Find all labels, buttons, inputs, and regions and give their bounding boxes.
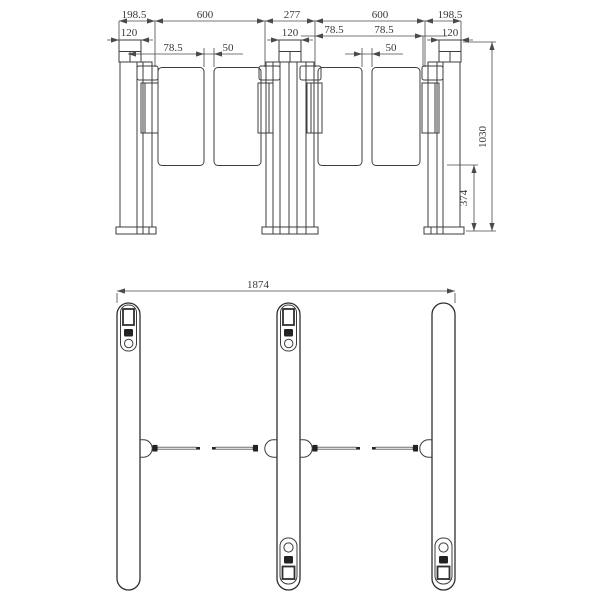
reader-button (125, 339, 133, 347)
arrowhead (315, 18, 323, 23)
dim-label-lower-height: 374 (458, 189, 470, 207)
wing-tip (357, 447, 361, 450)
reader-screen (283, 567, 295, 580)
dim-label-lane2-gap: 50 (385, 42, 397, 54)
arrowhead (155, 18, 163, 23)
pedestal-base (116, 227, 156, 234)
dim-label-lane-left-width: 600 (196, 9, 214, 21)
hinge-shoulder (422, 66, 443, 80)
arrowhead (117, 288, 125, 293)
reader-button (284, 543, 293, 552)
pedestal-middle (258, 40, 322, 234)
dim-lower-height (447, 165, 478, 231)
arrowhead (147, 18, 155, 23)
dim-label-plan-total-width: 1874 (247, 279, 269, 291)
glass-wing-panel (318, 68, 362, 166)
reader-panel-bottom (435, 538, 452, 584)
card-reader-icon (284, 556, 293, 564)
arrowhead (417, 18, 425, 23)
dim-label-left-cabinet-width: 198.5 (121, 9, 147, 21)
wing-clamp (153, 445, 158, 452)
wing-clamp (413, 445, 418, 452)
arrowhead (489, 42, 494, 50)
dim-label-right-cabinet-width: 198.5 (437, 9, 463, 21)
pedestal-left (116, 40, 158, 234)
glass-wing-panel (158, 68, 204, 166)
reader-screen (283, 309, 294, 325)
wing-tip (372, 447, 376, 450)
dim-label-total-height: 1030 (477, 126, 489, 148)
arrowhead (415, 33, 423, 38)
wing-lane-2-plan (300, 440, 432, 457)
reader-screen (438, 567, 450, 580)
arrowhead (354, 51, 362, 56)
arrowhead (128, 51, 136, 56)
arrowhead (301, 37, 309, 42)
arrowhead (214, 51, 222, 56)
reader-panel-bottom (280, 538, 297, 584)
pedestal-body (120, 62, 152, 227)
arrowhead (257, 18, 265, 23)
arrowhead (111, 37, 119, 42)
hinge-shoulder (137, 66, 158, 80)
reader-panel-top (121, 305, 137, 351)
wing-bracket (422, 83, 439, 133)
wing-hub (420, 440, 432, 457)
dim-label-lane2-offset-b: 78.5 (374, 24, 394, 36)
arrowhead (265, 18, 273, 23)
reader-button (439, 543, 448, 552)
glass-wing-panel (372, 68, 420, 166)
cabinet-middle-plan (277, 303, 300, 590)
arrowhead (431, 37, 439, 42)
wing-hub (300, 440, 312, 457)
wing-lane-1-plan (140, 440, 277, 457)
dim-label-lane1-gap: 50 (222, 42, 234, 54)
wing-clamp (253, 445, 258, 452)
arrowhead (471, 165, 476, 173)
reader-button (285, 339, 293, 347)
arrowhead (425, 18, 433, 23)
pedestal-base (424, 227, 464, 234)
dim-label-cap-middle: 120 (281, 27, 299, 39)
arrowhead (471, 223, 476, 231)
pedestal-base (262, 227, 318, 234)
cabinet-left-plan (117, 303, 140, 590)
wing-hub (265, 440, 277, 457)
dim-plan-total-width (117, 279, 455, 303)
arrowhead (141, 37, 149, 42)
wing-bracket (141, 83, 158, 133)
arrowhead (307, 18, 315, 23)
wing-hub (140, 440, 152, 457)
elevation-view (107, 9, 496, 234)
plan-view (117, 279, 455, 590)
arrowhead (447, 288, 455, 293)
glass-wing-panel (214, 68, 261, 166)
arrowhead (271, 37, 279, 42)
hinge-shoulder (259, 66, 280, 80)
arrowhead (489, 223, 494, 231)
arrowhead (372, 51, 380, 56)
reader-screen (123, 309, 134, 325)
wing-blade (216, 447, 254, 449)
arrowhead (196, 51, 204, 56)
wing-tip (197, 447, 201, 450)
dim-label-cap-left: 120 (120, 27, 138, 39)
dim-label-lane-right-width: 600 (371, 9, 389, 21)
cabinet-right-plan (432, 303, 455, 590)
dim-label-cap-right: 120 (441, 27, 459, 39)
reader-panel-top (281, 305, 297, 351)
wing-tip (212, 447, 216, 450)
dim-label-middle-cabinet-width: 277 (283, 9, 301, 21)
wing-blade (376, 447, 414, 449)
dim-label-lane1-hinge-offset: 78.5 (163, 42, 183, 54)
arrowhead (315, 33, 323, 38)
dim-label-lane2-offset-a: 78.5 (324, 24, 344, 36)
wing-blade (318, 447, 357, 449)
card-reader-icon (124, 329, 133, 337)
wing-clamp (313, 445, 318, 452)
card-reader-icon (284, 329, 293, 337)
wing-blade (158, 447, 197, 449)
pedestal-body (428, 62, 460, 227)
card-reader-icon (439, 556, 448, 564)
